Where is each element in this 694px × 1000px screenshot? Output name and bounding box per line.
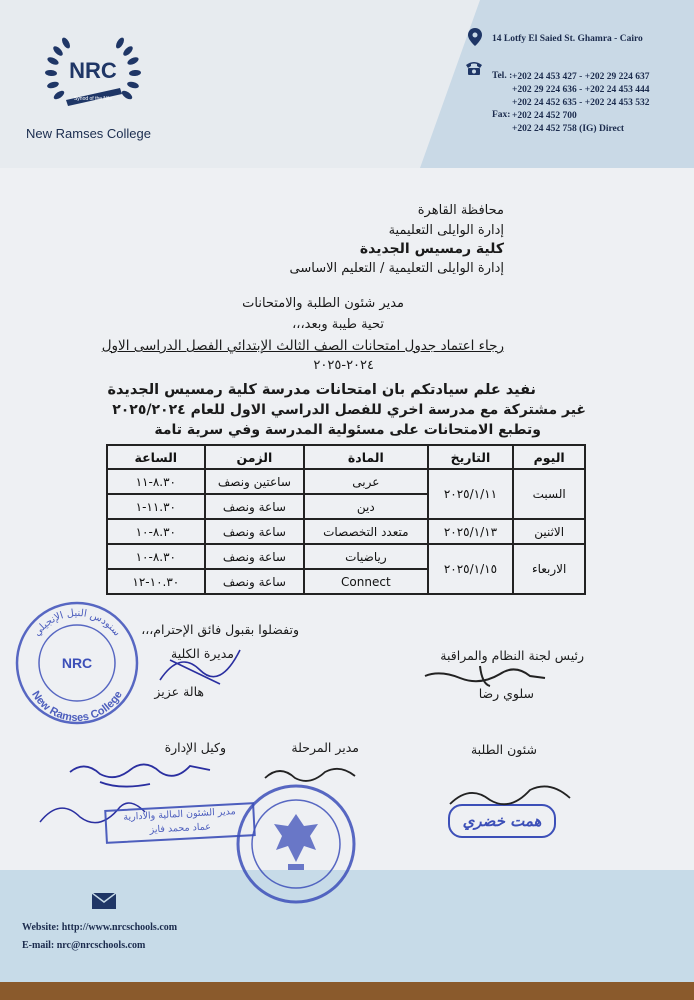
tel-label: Tel. : (492, 71, 513, 81)
body-line-3: وتطبع الامتحانات على مسئولية المدرسة وفي سرية تامة (154, 422, 541, 438)
duration-cell: ساعة ونصف (205, 544, 305, 569)
tel-line: +202 24 453 427 - +202 29 224 637 (512, 72, 650, 82)
logo-ribbon: Synod of the Nile (73, 96, 113, 102)
deputy-title: وكيل الإدارة (164, 740, 226, 755)
academic-year-line: ٢٠٢٤-٢٠٢٥ (313, 358, 374, 373)
closing-line: وتفضلوا بقبول فائق الإحترام،،، (141, 622, 299, 637)
college-name: New Ramses College (26, 126, 151, 141)
subject-cell: عربى (304, 469, 427, 494)
table-row (107, 469, 585, 494)
tel-line: +202 24 452 635 - +202 24 453 532 (512, 98, 650, 108)
time-cell: ٨.٣٠-١٠ (107, 544, 205, 569)
background-surface (0, 982, 694, 1000)
date-cell: ٢٠٢٥/١/١١ (428, 469, 514, 519)
fax-line: +202 24 452 758 (IG) Direct (512, 124, 625, 134)
date-cell: ٢٠٢٥/١/١٥ (428, 544, 514, 594)
subject-line: رجاء اعتماد جدول امتحانات الصف الثالث الإبتدائي الفصل الدراسى الاول (101, 338, 504, 354)
time-cell: ١٠.٣٠-١٢ (107, 569, 205, 594)
subject-cell: Connect (304, 569, 427, 594)
government-seal (232, 780, 360, 908)
telephone-icon (464, 60, 484, 76)
department-line: إدارة الوايلى التعليمية / التعليم الاساسى (289, 261, 504, 276)
stamp-arabic-ring: سنودس النيل الإنجيلي (31, 607, 123, 639)
deputy-signature (60, 752, 220, 792)
location-pin-icon (468, 28, 482, 46)
header-time: الساعة (107, 445, 205, 469)
time-cell: ٨.٣٠-١١ (107, 469, 205, 494)
subject-cell: متعدد التخصصات (304, 519, 427, 544)
website-text: Website: http://www.nrcschools.com (22, 922, 178, 933)
header-duration: الزمن (205, 445, 305, 469)
duration-cell: ساعة ونصف (205, 569, 305, 594)
students-affairs-stamp: همت خضري (448, 804, 556, 838)
subject-cell: رياضيات (304, 544, 427, 569)
body-line-1: نفيد علم سيادتكم بان امتحانات مدرسة كلية رمسيس الجديدة (107, 382, 536, 398)
principal-name: هالة عزيز (154, 684, 204, 699)
day-cell: الاثنين (513, 519, 585, 544)
students-affairs-title: شئون الطلبة (470, 742, 537, 757)
fax-label: Fax: (492, 110, 511, 120)
header-day: اليوم (513, 445, 585, 469)
email-text: E-mail: nrc@nrcschools.com (22, 940, 146, 951)
day-cell: الاربعاء (513, 544, 585, 594)
college-logo (28, 28, 158, 118)
tel-numbers (512, 71, 650, 110)
fax-line: +202 24 452 700 (512, 111, 577, 121)
committee-title: رئيس لجنة النظام والمراقبة (440, 648, 584, 663)
administration-line: إدارة الوايلى التعليمية (388, 223, 504, 238)
logo-text: NRC (69, 58, 117, 83)
date-cell: ٢٠٢٥/١/١٣ (428, 519, 514, 544)
envelope-icon (92, 893, 116, 909)
svg-text:New Ramses College (29, 689, 125, 724)
time-cell: ٨.٣٠-١٠ (107, 519, 205, 544)
students-affairs-signature (440, 776, 580, 816)
principal-signature (150, 640, 250, 690)
day-cell: السبت (513, 469, 585, 519)
subject-cell: دين (304, 494, 427, 519)
committee-signature (420, 656, 550, 696)
time-cell: ١١.٣٠-١ (107, 494, 205, 519)
stamp-english-ring: New Ramses College (29, 688, 125, 725)
school-name-line: كلية رمسيس الجديدة (359, 241, 504, 257)
exam-schedule-table (106, 444, 586, 595)
address-text: 14 Lotfy El Saied St. Ghamra - Cairo (492, 34, 643, 44)
committee-name: سلوي رضا (478, 686, 534, 701)
header-subject: المادة (304, 445, 427, 469)
stage-manager-title: مدير المرحلة (291, 740, 359, 755)
body-line-2: غير مشتركة مع مدرسة اخري للفصل الدراسي الاول للعام ٢٠٢٥/٢٠٢٤ (112, 402, 586, 418)
header-date: التاريخ (428, 445, 514, 469)
duration-cell: ساعة ونصف (205, 494, 305, 519)
duration-cell: ساعتين ونصف (205, 469, 305, 494)
table-row (107, 519, 585, 544)
governorate-line: محافظة القاهرة (417, 203, 504, 218)
finance-stamp-title: مدير الشئون المالية والادارية (123, 806, 236, 823)
addressee-line: مدير شئون الطلبة والامتحانات (242, 296, 404, 311)
table-row (107, 544, 585, 569)
greeting-line: تحية طيبة وبعد،،، (292, 317, 384, 332)
stamp-center-text: NRC (61, 655, 93, 671)
fax-numbers (512, 110, 624, 136)
college-round-stamp (12, 598, 142, 728)
finance-stamp-name: عماد محمد فايز (149, 821, 212, 836)
duration-cell: ساعة ونصف (205, 519, 305, 544)
principal-title: مديرة الكلية (171, 646, 234, 661)
table-header-row (107, 445, 585, 469)
tel-line: +202 29 224 636 - +202 24 453 444 (512, 85, 650, 95)
